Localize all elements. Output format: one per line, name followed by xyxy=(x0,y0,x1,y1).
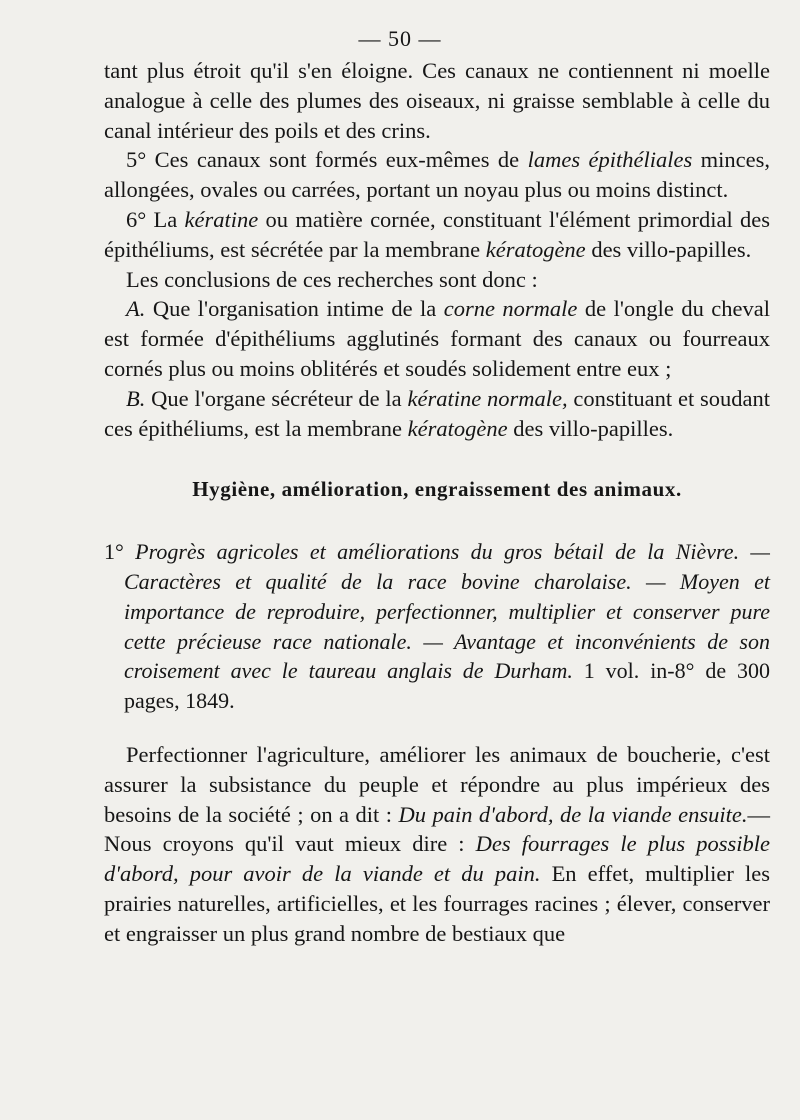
text-run: minces, allongées, ovales ou carrées, portant un noyau plus ou moins distinct. xyxy=(104,147,770,203)
text-run: 5° Ces canaux sont formés eux-mêmes de xyxy=(126,147,528,173)
text-run: constituant et soudant ces épithéliums, est la membrane xyxy=(104,385,770,441)
list-marker: A. xyxy=(126,296,146,322)
entry-number: 1° xyxy=(104,539,124,565)
paragraph-point-5 xyxy=(104,145,770,205)
paragraph-conclusions: Les conclusions de ces recherches sont donc : xyxy=(126,266,538,292)
body-text xyxy=(104,56,770,949)
text-run: Que l'organisation intime de la xyxy=(145,296,444,322)
italic-term: kératine normale, xyxy=(407,385,568,411)
bibliographic-entry xyxy=(104,537,770,716)
italic-term: lames épithéliales xyxy=(527,147,693,173)
text-run: Perfectionner l'agriculture, améliorer les animaux de boucherie, c'est assurer la subsistance du peuple et répondre au plus impérieux des besoins de la société ; on a dit : xyxy=(104,741,770,827)
text-run: de l'ongle du cheval est formée d'épithéliums agglutinés formant des canaux ou fourreaux cornés plus ou moins oblitérés et soudés solidement entre eux ; xyxy=(104,296,770,381)
text-run: des villo-papilles. xyxy=(585,236,752,262)
list-marker: B. xyxy=(126,385,146,411)
italic-term: kératogène xyxy=(485,236,586,262)
entry-details: 1 vol. in-8° de 300 pages, 1849. xyxy=(124,658,770,714)
text-run: En effet, multiplier les prairies naturelles, artificielles, et les fourrages racines ; élever, conserver et engraisser un plus grand nombre de bestiaux que xyxy=(104,861,771,946)
text-run: Que l'organe sécréteur de la xyxy=(145,385,408,411)
italic-quote: Du pain d'abord, de la viande ensuite. xyxy=(398,801,748,827)
text-run: des villo-papilles. xyxy=(507,415,674,441)
paragraph-body xyxy=(104,740,770,949)
paragraph-conclusion-b xyxy=(104,384,770,444)
italic-term: corne normale xyxy=(443,296,578,322)
paragraph-point-6 xyxy=(104,205,770,265)
text-run: ou matière cornée, constituant l'élément primordial des épithéliums, est sécrétée par la membrane xyxy=(104,206,770,262)
italic-term: kératogène xyxy=(407,415,508,441)
section-heading: Hygiène, amélioration, engraissement des animaux. xyxy=(192,477,682,502)
page-number: — 50 — xyxy=(358,26,442,51)
text-run: —Nous croyons qu'il vaut mieux dire : xyxy=(104,801,770,857)
text-run: 6° La xyxy=(126,206,185,232)
entry-title: Progrès agricoles et améliorations du gros bétail de la Nièvre. — Caractères et qualité de la race bovine charolaise. — Moyen et importance de reproduire, perfectionner, multiplier et conserver pure cette précieuse race nationale. — Avantage et inconvénients de son croisement avec le taureau anglais de Durham. xyxy=(123,539,770,684)
paragraph-conclusion-a xyxy=(104,294,770,383)
paragraph-continuation: tant plus étroit qu'il s'en éloigne. Ces canaux ne contiennent ni moelle analogue à celle des plumes des oiseaux, ni graisse semblable à celle du canal intérieur des poils et des crins. xyxy=(104,58,770,143)
italic-term: kératine xyxy=(184,206,259,232)
italic-quote: Des fourrages le plus possible d'abord, pour avoir de la viande et du pain. xyxy=(104,831,770,887)
